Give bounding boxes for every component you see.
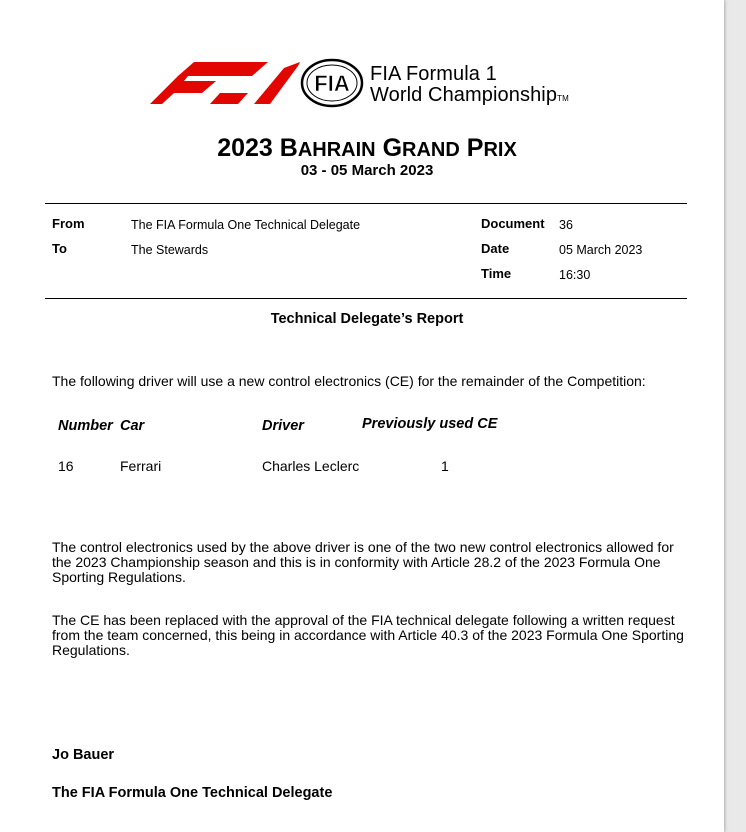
to-value: The Stewards: [131, 243, 209, 257]
cell-driver: Charles Leclerc: [262, 458, 360, 474]
signatory-name: Jo Bauer: [52, 747, 115, 763]
conformity-paragraph: The control electronics used by the above driver is one of the two new control electronics allowed for the 2023 Championship season and this is in conformity with Article 28.2 of the 2023 Formula One Sporting Regulations.: [52, 539, 674, 585]
time-label: Time: [481, 266, 512, 281]
approval-paragraph: The CE has been replaced with the approval of the FIA technical delegate following a written request from the team concerned, this being in accordance with Article 40.3 of the 2023 Formula One Sporting Regulations.: [52, 612, 684, 658]
cell-previously-used-ce: 1: [441, 458, 449, 474]
date-value: 05 March 2023: [559, 243, 643, 257]
cell-car: Ferrari: [120, 458, 162, 474]
header-number: Number: [58, 418, 113, 434]
event-dates: 03 - 05 March 2023: [300, 162, 434, 179]
header-car: Car: [120, 418, 145, 434]
to-label: To: [52, 241, 67, 256]
bottom-divider: [45, 298, 687, 299]
header-previously-used-ce: Previously used CE: [362, 416, 498, 432]
brand-line-1: FIA Formula 1: [370, 63, 497, 85]
championship-wordmark: [370, 64, 569, 109]
fia-seal-text: FIA: [314, 71, 350, 96]
brand-line-2: World Championship: [370, 84, 558, 106]
header-logo: [150, 58, 610, 110]
document-label: Document: [481, 216, 545, 231]
cell-number: 16: [58, 458, 74, 474]
time-value: 16:30: [559, 268, 591, 282]
report-title: Technical Delegate’s Report: [270, 311, 464, 327]
fia-seal-icon: [300, 58, 364, 108]
date-label: Date: [481, 241, 510, 256]
event-title: 2023 BAHRAIN GRAND PRIX: [217, 134, 517, 162]
f1-logo-icon: [150, 62, 300, 104]
trademark: TM: [557, 94, 569, 103]
from-label: From: [52, 216, 85, 231]
document-value: 36: [559, 218, 573, 232]
intro-paragraph: The following driver will use a new control electronics (CE) for the remainder of the Competition:: [52, 373, 646, 389]
signatory-role: The FIA Formula One Technical Delegate: [52, 785, 333, 801]
header-driver: Driver: [262, 418, 304, 434]
top-divider: [45, 203, 687, 204]
from-value: The FIA Formula One Technical Delegate: [131, 218, 361, 232]
